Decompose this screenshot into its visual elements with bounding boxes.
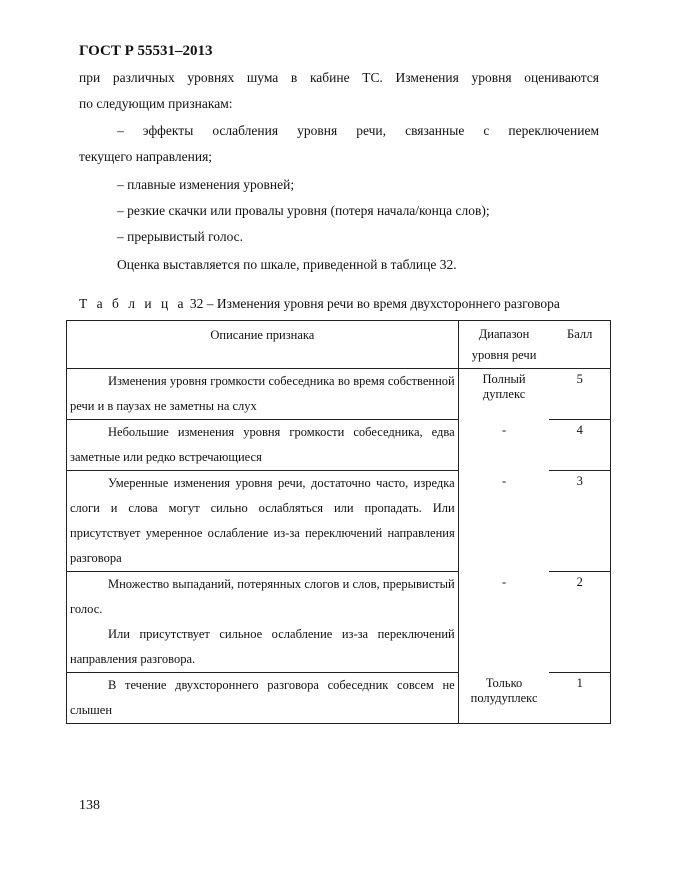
caption-title: 32 – Изменения уровня речи во время двухстороннего разговора [189, 296, 560, 311]
table-row [67, 420, 611, 471]
row-range: - [501, 574, 507, 589]
assessment-table [66, 320, 611, 724]
table-caption [79, 296, 560, 312]
description-text: Изменения уровня громкости собеседника во время собственной речи и в паузах не заметны на слух [70, 374, 455, 413]
row-range: - [501, 473, 507, 488]
page-number: 138 [79, 798, 100, 813]
table-row [67, 572, 611, 673]
range-text: Только [485, 675, 523, 690]
row-score: 4 [549, 420, 610, 471]
bullet-text: – эффекты ослабления уровня речи, связанные с переключением [117, 123, 599, 138]
bullet-item [79, 118, 599, 170]
row-description [67, 572, 459, 673]
header-range [458, 321, 549, 369]
table-row [67, 673, 611, 724]
caption-prefix: Т а б л и ц а [79, 296, 187, 311]
row-score: 1 [549, 673, 610, 724]
header-score: Балл [549, 321, 610, 369]
description-text: В течение двухстороннего разговора собеседник совсем не слышен [70, 678, 455, 717]
document-code: ГОСТ Р 55531–2013 [79, 43, 213, 59]
row-description [67, 420, 459, 471]
row-range: - [501, 422, 507, 437]
row-description [67, 673, 459, 724]
description-text: Небольшие изменения уровня громкости собеседника, едва заметные или редко встречающиеся [70, 425, 455, 464]
row-score: 3 [549, 471, 610, 572]
table-header-row [67, 321, 611, 369]
scale-note: Оценка выставляется по шкале, приведенной в таблице 32. [117, 257, 457, 272]
range-text: Полный [482, 372, 526, 386]
table-row [67, 471, 611, 572]
intro-line: при различных уровнях шума в кабине ТС. Изменения уровня оцениваются [79, 70, 599, 85]
table-row [67, 369, 611, 420]
bullet-text: текущего направления; [79, 149, 213, 164]
intro-paragraph [79, 65, 599, 117]
description-text: Множество выпаданий, потерянных слогов и слов, прерывистый голос. [70, 577, 455, 616]
row-description [67, 471, 459, 572]
row-score: 5 [549, 369, 610, 420]
intro-line: по следующим признакам: [79, 96, 233, 111]
header-description: Описание признака [67, 321, 459, 369]
range-text: полудуплекс [470, 690, 538, 705]
description-text: Или присутствует сильное ослабление из-за переключений направления разговора. [70, 627, 455, 666]
range-text: дуплекс [482, 387, 526, 401]
bullet-item: – плавные изменения уровней; [117, 177, 295, 192]
header-range-line: Диапазон [478, 327, 530, 341]
row-range [458, 673, 549, 724]
bullet-item: – резкие скачки или провалы уровня (потеря начала/конца слов); [117, 203, 490, 218]
row-score: 2 [549, 572, 610, 673]
bullet-item: – прерывистый голос. [117, 229, 244, 244]
header-range-line: уровня речи [471, 348, 537, 362]
row-description [67, 369, 459, 420]
description-text: Умеренные изменения уровня речи, достаточно часто, изредка слоги и слова могут сильно ослабляться или пропадать. Или присутствует умеренное ослабление из-за переключений направления разговора [70, 476, 455, 565]
row-range [458, 369, 549, 420]
